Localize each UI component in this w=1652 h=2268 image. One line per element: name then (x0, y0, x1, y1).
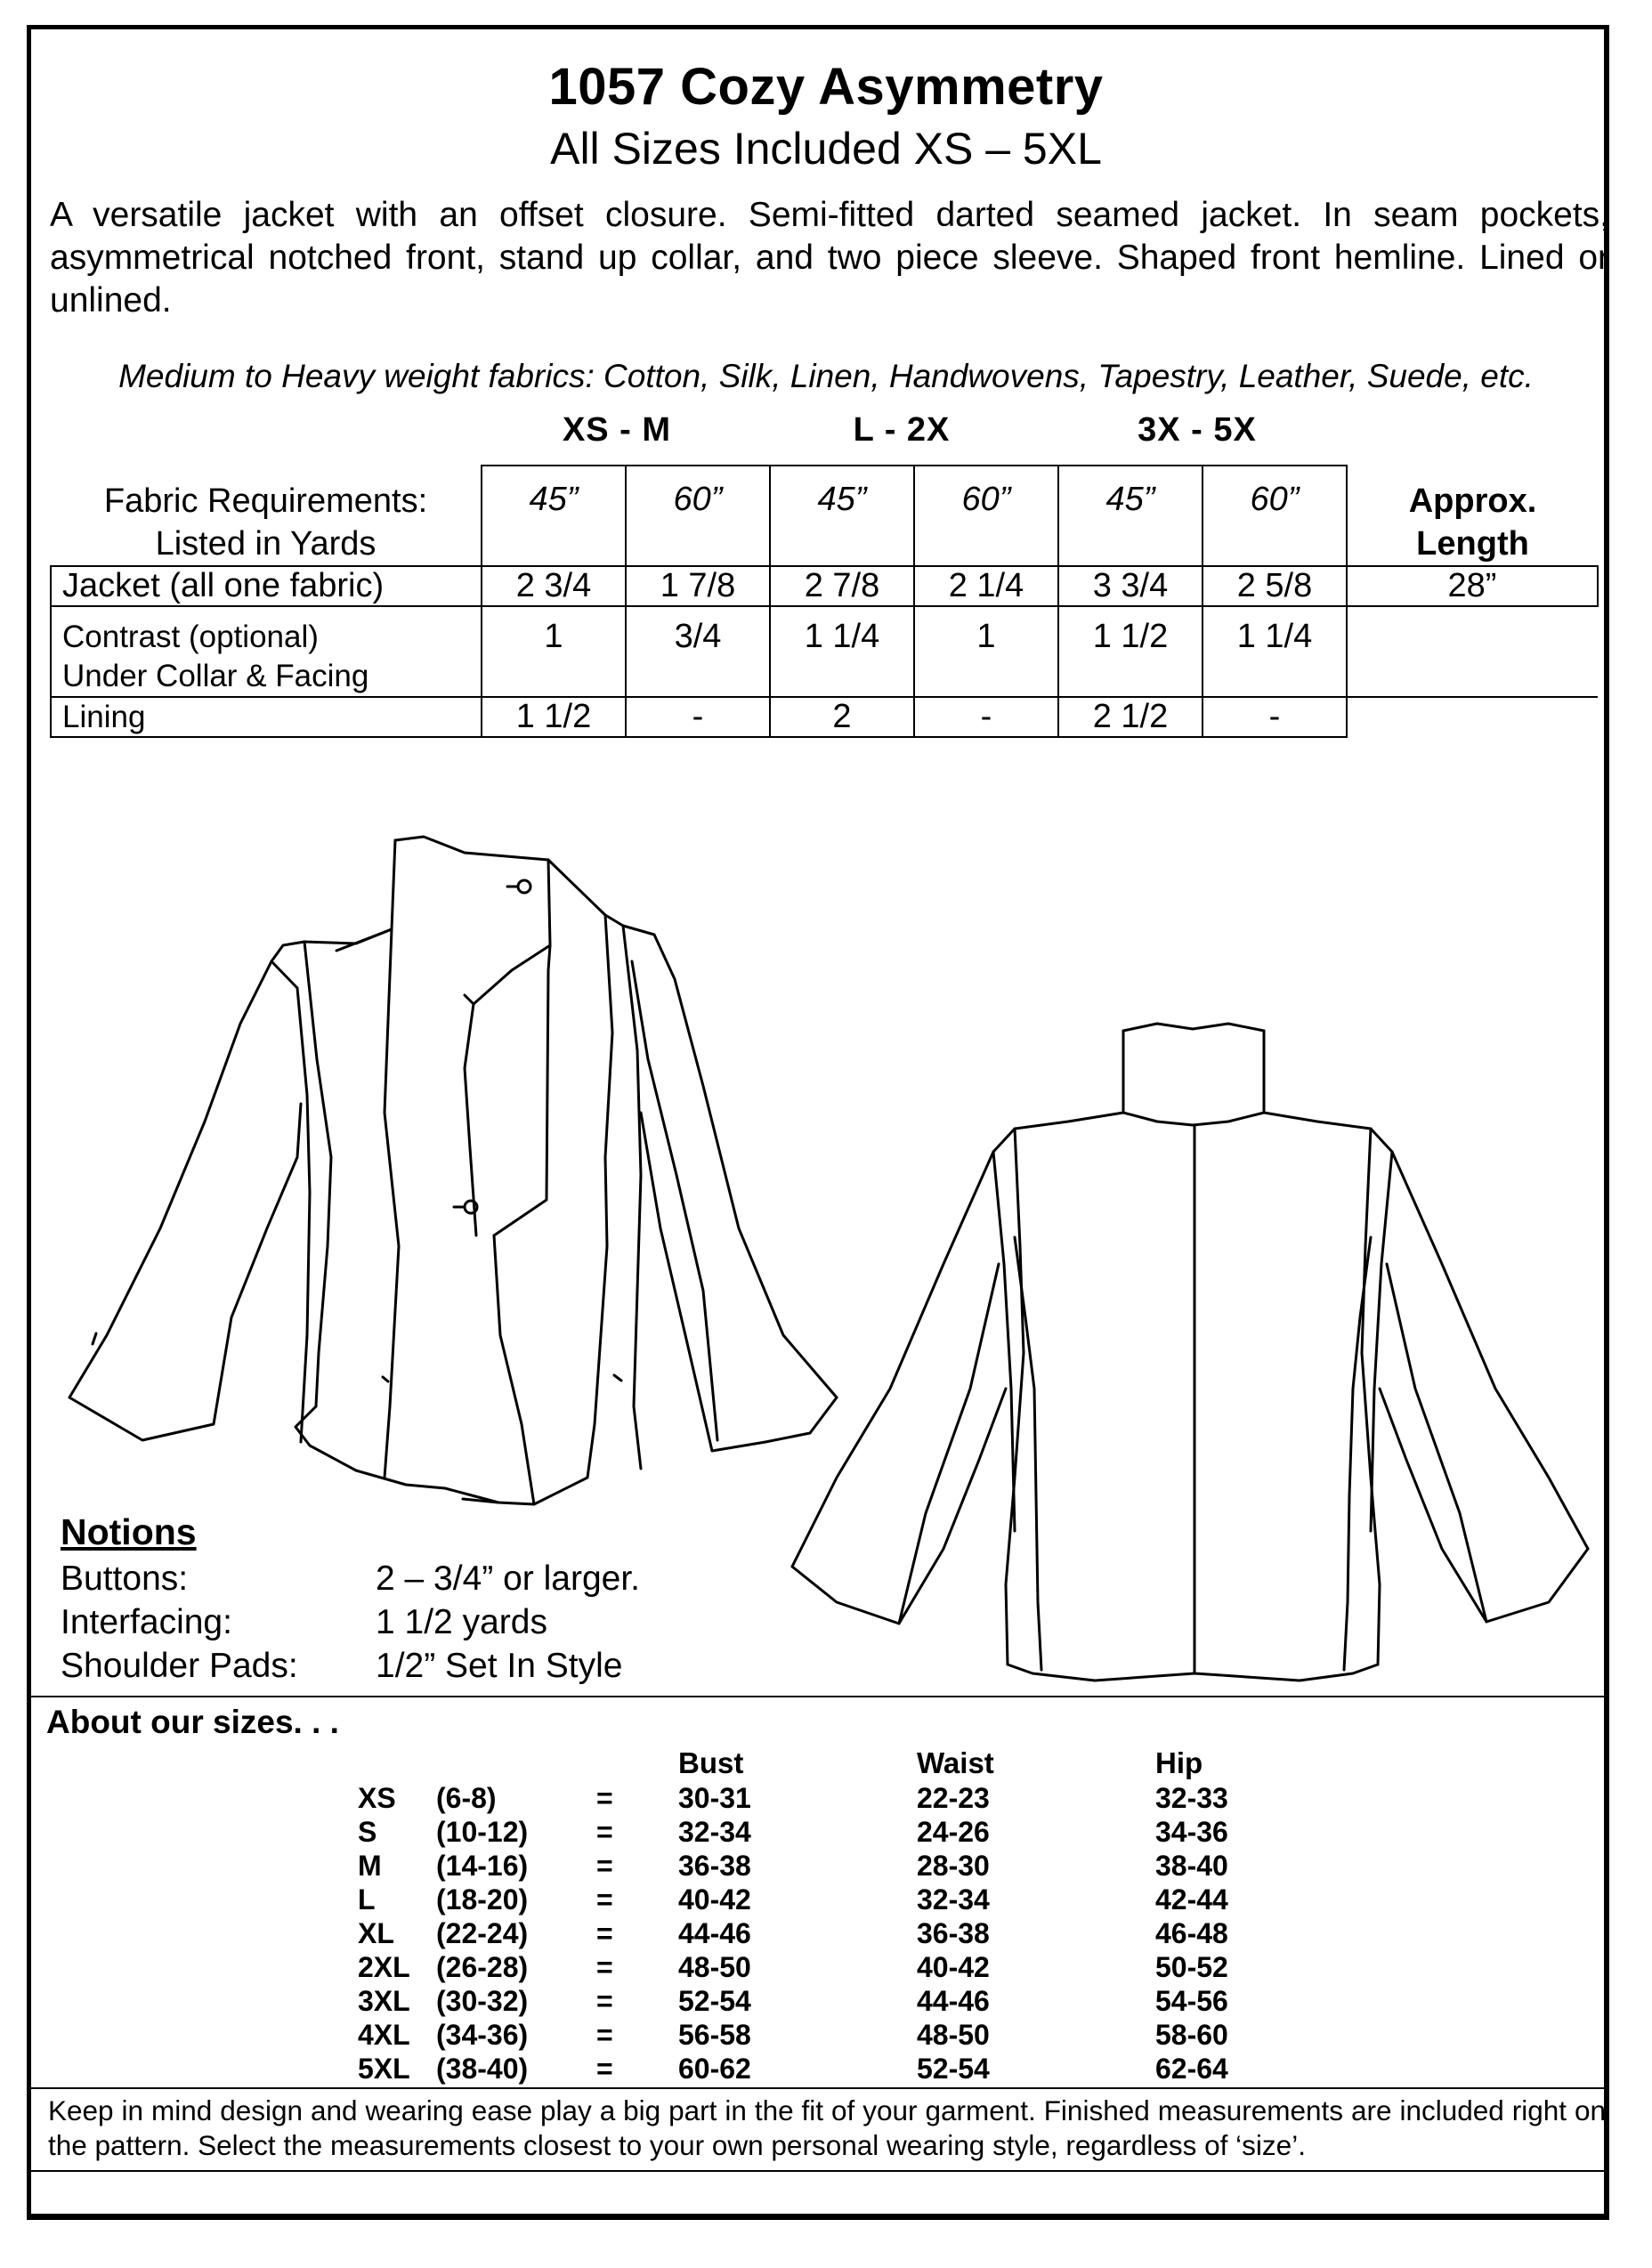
size-cell-hip: 58-60 (1155, 2019, 1228, 2051)
jacket-front-drawing (69, 837, 837, 1504)
size-cell-range: (10-12) (436, 1816, 529, 1848)
size-cell-waist: 52-54 (917, 2053, 990, 2085)
size-cell-size: S (358, 1816, 377, 1848)
row-label: Lining (51, 697, 482, 737)
table-cell: 3/4 (626, 606, 770, 697)
size-cell-bust: 30-31 (678, 1782, 751, 1814)
size-cell-waist: 28-30 (917, 1850, 990, 1882)
sizes-heading: About our sizes. . . (46, 1704, 339, 1740)
table-cell: 1 (482, 606, 626, 697)
size-cell-bust: 40-42 (678, 1883, 751, 1916)
row-label-line2: Under Collar & Facing (62, 659, 369, 693)
table-cell: 2 3/4 (482, 566, 626, 606)
size-cell-range: (6-8) (436, 1782, 497, 1814)
size-cell-hip: 42-44 (1155, 1883, 1228, 1916)
size-cell-bust: 56-58 (678, 2019, 751, 2051)
size-cell-range: (18-20) (436, 1883, 529, 1916)
table-cell: - (1203, 697, 1347, 737)
size-cell-bust: 48-50 (678, 1951, 751, 1983)
size-cell-range: (34-36) (436, 2019, 529, 2051)
size-cell-waist: 48-50 (917, 2019, 990, 2051)
divider (30, 1696, 1609, 1697)
table-cell: 2 1/4 (914, 566, 1058, 606)
requirements-label-line2: Listed in Yards (155, 525, 377, 563)
size-cell-size: XL (358, 1917, 394, 1949)
size-cell-size: M (358, 1850, 382, 1882)
notion-name: Shoulder Pads: (61, 1647, 298, 1685)
size-cell-range: (14-16) (436, 1850, 529, 1882)
table-cell: 2 1/2 (1058, 697, 1203, 737)
notion-value: 1 1/2 yards (376, 1603, 547, 1641)
size-cell-eq: = (596, 2053, 613, 2085)
size-cell-eq: = (596, 1951, 613, 1983)
size-cell-hip: 62-64 (1155, 2053, 1228, 2085)
size-cell-hip: 32-33 (1155, 1782, 1228, 1814)
notions-heading: Notions (61, 1511, 197, 1552)
size-cell-size: 5XL (358, 2053, 410, 2085)
table-cell: 3 3/4 (1058, 566, 1203, 606)
table-cell: 1 7/8 (626, 566, 770, 606)
size-cell-waist: 36-38 (917, 1917, 990, 1949)
size-cell-hip: 50-52 (1155, 1951, 1228, 1983)
footer-note: Keep in mind design and wearing ease play a big part in the fit of your garment. Finished measurements are included right on the pattern. Select the measurements closest to your own personal wearing style, regardless of ‘size’. (48, 2094, 1606, 2161)
table-cell: 1 1/4 (1203, 606, 1347, 697)
size-cell-eq: = (596, 1850, 613, 1882)
width-header: 60” (1203, 466, 1347, 566)
size-cell-range: (26-28) (436, 1951, 529, 1983)
size-cell-eq: = (596, 1883, 613, 1916)
notion-name: Buttons: (61, 1559, 189, 1598)
size-cell-range: (30-32) (436, 1985, 529, 2017)
table-cell: 1 1/2 (482, 697, 626, 737)
approx-length-line2: Length (1416, 525, 1529, 563)
size-group-3: 3X - 5X (1138, 411, 1257, 449)
notion-value: 1/2” Set In Style (376, 1647, 623, 1685)
notion-value: 2 – 3/4” or larger. (376, 1559, 640, 1598)
table-cell: - (626, 697, 770, 737)
size-cell-size: 3XL (358, 1985, 410, 2017)
width-header: 60” (626, 466, 770, 566)
width-header: 45” (770, 466, 914, 566)
notion-name: Interfacing: (61, 1603, 232, 1641)
size-cell-waist: 22-23 (917, 1782, 990, 1814)
size-cell-eq: = (596, 1782, 613, 1814)
size-cell-bust: 52-54 (678, 1985, 751, 2017)
size-cell-size: 4XL (358, 2019, 410, 2051)
size-cell-waist: 44-46 (917, 1985, 990, 2017)
bust-column-header: Bust (678, 1746, 744, 1779)
table-cell: 2 (770, 697, 914, 737)
table-cell: 1 1/4 (770, 606, 914, 697)
size-cell-hip: 46-48 (1155, 1917, 1228, 1949)
size-cell-bust: 36-38 (678, 1850, 751, 1882)
size-cell-waist: 24-26 (917, 1816, 990, 1848)
size-cell-bust: 32-34 (678, 1816, 751, 1848)
size-cell-waist: 32-34 (917, 1883, 990, 1916)
size-cell-bust: 44-46 (678, 1917, 751, 1949)
divider (30, 2170, 1609, 2172)
size-cell-eq: = (596, 1917, 613, 1949)
size-cell-hip: 38-40 (1155, 1850, 1228, 1882)
row-label: Jacket (all one fabric) (51, 566, 482, 606)
page-title: 1057 Cozy Asymmetry (548, 58, 1104, 116)
size-cell-bust: 60-62 (678, 2053, 751, 2085)
size-cell-eq: = (596, 1816, 613, 1848)
size-cell-eq: = (596, 2019, 613, 2051)
hip-column-header: Hip (1155, 1746, 1203, 1779)
table-cell: 1 1/2 (1058, 606, 1203, 697)
row-label-line1: Contrast (optional) (62, 620, 319, 654)
size-cell-waist: 40-42 (917, 1951, 990, 1983)
page-subtitle: All Sizes Included XS – 5XL (550, 124, 1102, 174)
size-cell-size: L (358, 1883, 376, 1916)
approx-length-value: 28” (1347, 566, 1598, 606)
size-cell-hip: 34-36 (1155, 1816, 1228, 1848)
divider (30, 2087, 1609, 2089)
size-cell-size: XS (358, 1782, 396, 1814)
table-cell: - (914, 697, 1058, 737)
table-cell: 1 (914, 606, 1058, 697)
width-header: 45” (482, 466, 626, 566)
description: A versatile jacket with an offset closure. Semi-fitted darted seamed jacket. In seam pockets, asymmetrical notched front, stand up collar, and two piece sleeve. Shaped front hemline. Lined or unlined. (50, 196, 1609, 320)
size-cell-range: (38-40) (436, 2053, 529, 2085)
jacket-back-drawing (792, 1024, 1588, 1681)
size-group-1: XS - M (562, 411, 672, 449)
width-header: 60” (914, 466, 1058, 566)
size-cell-eq: = (596, 1985, 613, 2017)
size-group-2: L - 2X (853, 411, 951, 449)
waist-column-header: Waist (917, 1746, 994, 1779)
fabric-suggestions: Medium to Heavy weight fabrics: Cotton, Silk, Linen, Handwovens, Tapestry, Leather, Suede, etc. (118, 358, 1534, 394)
requirements-label-line1: Fabric Requirements: (103, 482, 428, 520)
approx-length-line1: Approx. (1408, 482, 1537, 520)
size-cell-hip: 54-56 (1155, 1985, 1228, 2017)
width-header: 45” (1058, 466, 1203, 566)
table-cell: 2 7/8 (770, 566, 914, 606)
size-cell-size: 2XL (358, 1951, 410, 1983)
table-cell: 2 5/8 (1203, 566, 1347, 606)
size-cell-range: (22-24) (436, 1917, 529, 1949)
